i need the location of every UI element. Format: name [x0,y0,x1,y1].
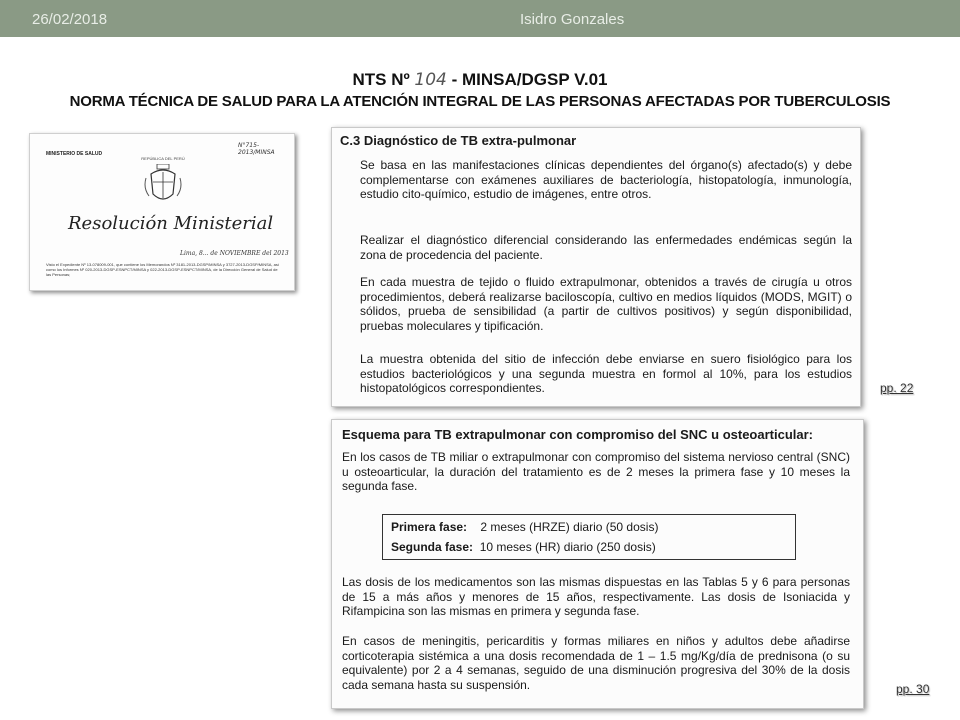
scheme-paragraph: En casos de meningitis, pericarditis y formas miliares en niños y adultos debe añadirse corticoterapia sistémica a una dosis recomendada de 1 – 1.5 mg/Kg/día de prednisona (o su equivalente) por 2 a 4 semanas, seguido de una disminución progresiva del 30% de la dosis cada semana hasta su suspensión. [342,634,850,692]
page-reference-22: pp. 22 [880,381,914,395]
phase-value: 2 meses (HRZE) diario (50 dosis) [480,520,659,534]
document-number-heading [0,70,960,90]
ministry-label: MINISTERIO DE SALUD [46,151,103,157]
diagnosis-title: C.3 Diagnóstico de TB extra-pulmonar [340,133,577,148]
phase-row [391,540,656,554]
top-bar [0,0,960,37]
national-seal-icon [143,164,183,206]
phase-row [391,520,658,534]
diagnosis-excerpt [331,127,861,407]
treatment-scheme-excerpt [331,419,864,709]
scheme-paragraph: En los casos de TB miliar o extrapulmonar con compromiso del sistema nervioso central (SNC) u osteoarticular, la duración del tratamiento es de 2 meses la primera fase y 10 meses la segunda fase. [342,450,850,493]
phase-label: Segunda fase: [391,540,474,554]
document-title-heading: NORMA TÉCNICA DE SALUD PARA LA ATENCIÓN INTEGRAL DE LAS PERSONAS AFECTADAS POR TUBERCULOSIS [69,93,891,110]
phase-label: Primera fase: [391,520,468,534]
heading-prefix: NTS Nº [352,70,415,89]
page-reference-30: pp. 30 [896,682,930,696]
heading-suffix: - MINSA/DGSP V.01 [446,70,608,89]
slide-date: 26/02/2018 [32,11,108,28]
diagnosis-paragraph: En cada muestra de tejido o fluido extrapulmonar, obtenidos a través de cirugía u otros procedimientos, deberá realizarse baciloscopía, cultivo en medios líquidos (MODS, MGIT) o sólidos, prueba de sensibilidad (a partir de cultivos positivos) y según disponibilidad, pruebas moleculares y tipificación. [360,275,852,333]
resolution-ministerial-image [29,133,295,291]
scheme-title: Esquema para TB extrapulmonar con compromiso del SNC u osteoarticular: [342,427,813,442]
diagnosis-paragraph: La muestra obtenida del sitio de infección debe enviarse en suero fisiológico para los estudios bacteriológicos y una segunda muestra en formol al 10%, para los estudios histopatológicos correspondientes. [360,352,852,395]
place-date: Lima, 8... de NOVIEMBRE del 2013 [180,250,289,257]
handwritten-number: 104 [414,70,447,90]
resolution-number: N°715-2013/MINSA [238,142,275,156]
resolution-title: Resolución Ministerial [68,213,274,234]
phase-value: 10 meses (HR) diario (250 dosis) [479,540,656,554]
diagnosis-paragraph: Se basa en las manifestaciones clínicas dependientes del órgano(s) afectado(s) y debe complementarse con exámenes auxiliares de bacteriología, histopatología, inmunología, estudio cito-químico, estudio de imágenes, entre otros. [360,158,852,201]
slide-author: Isidro Gonzales [520,11,625,28]
diagnosis-paragraph: Realizar el diagnóstico diferencial considerando las enfermedades endémicas según la zona de procedencia del paciente. [360,233,852,262]
scheme-paragraph: Las dosis de los medicamentos son las mismas dispuestas en las Tablas 5 y 6 para personas de 15 a más años y menores de 15 años, respectivamente. Las dosis de Isoniacida y Rifampicina son las mismas en primera y segunda fase. [342,575,850,618]
phase-table [382,514,796,560]
visto-paragraph: Visto el Expediente Nº 13-078009-001, que contiene los Memorandos Nº 3181-2013-DGSP/MINSA y 3727-2013-DGSP/MINSA, así como los Informes Nº 020-2013-DGSP-ESNPCT/MINSA y 022-2013-DGSP-ESNPCT/MINSA, de la Dirección General de Salud de las Personas; [46,262,279,277]
seal-caption: REPÚBLICA DEL PERÚ [141,156,185,161]
